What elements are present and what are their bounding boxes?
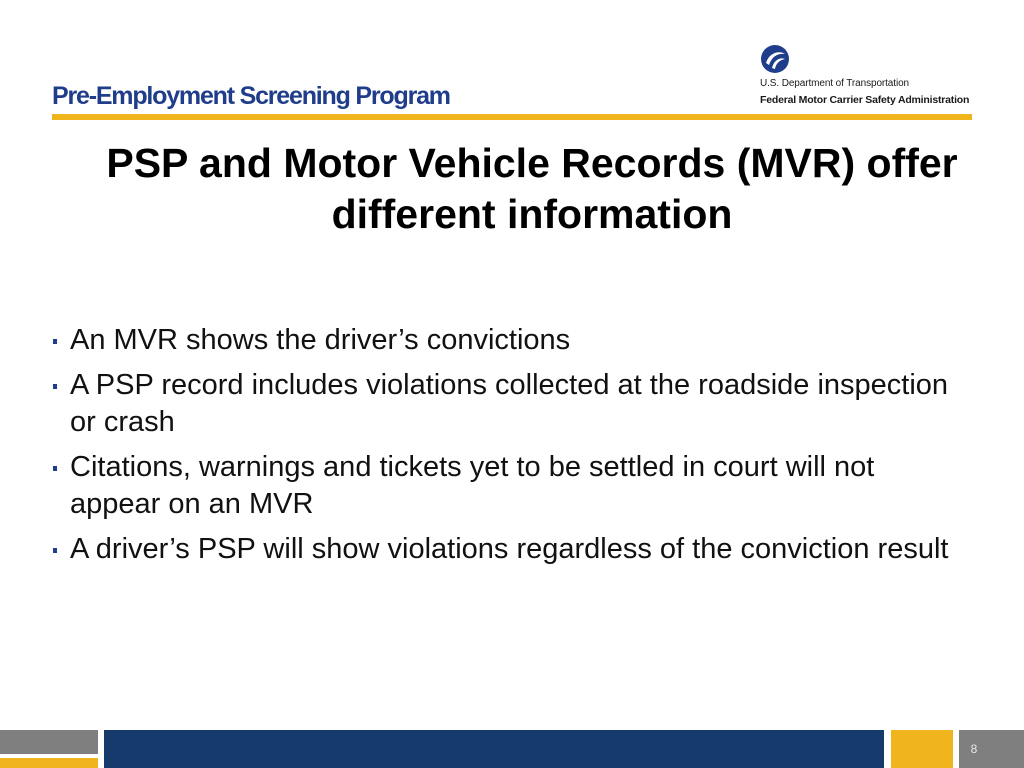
- logo-department-text: U.S. Department of Transportation: [760, 78, 909, 89]
- bullet-text: A PSP record includes violations collected at the roadside inspection or crash: [70, 369, 949, 438]
- bullet-item: [50, 449, 950, 523]
- bullet-text: A driver’s PSP will show violations regardless of the conviction result: [70, 533, 949, 565]
- header-divider: [52, 114, 972, 120]
- bullet-list: [50, 322, 950, 576]
- slide-title: PSP and Motor Vehicle Records (MVR) offer different information: [106, 140, 958, 237]
- footer-gold-strip: [0, 758, 98, 768]
- bullet-square-icon: [53, 339, 57, 344]
- bullet-text: Citations, warnings and tickets yet to be settled in court will not appear on an MVR: [70, 451, 875, 520]
- bullet-item: [50, 322, 950, 359]
- bullet-square-icon: [53, 466, 57, 471]
- dot-emblem-icon: [760, 44, 790, 74]
- footer-gray-block: [0, 730, 98, 754]
- bullet-text: An MVR shows the driver’s convictions: [70, 324, 571, 356]
- bullet-square-icon: [53, 384, 57, 389]
- bullet-item: [50, 531, 950, 568]
- logo-administration-text: Federal Motor Carrier Safety Administration: [760, 94, 970, 106]
- footer-gold-block: [891, 730, 953, 768]
- footer-blue-bar: [104, 730, 884, 768]
- program-title: Pre-Employment Screening Program: [52, 82, 450, 110]
- page-number: 8: [970, 742, 978, 756]
- bullet-item: [50, 367, 950, 441]
- bullet-square-icon: [53, 548, 57, 553]
- dot-fmcsa-logo: [760, 44, 980, 110]
